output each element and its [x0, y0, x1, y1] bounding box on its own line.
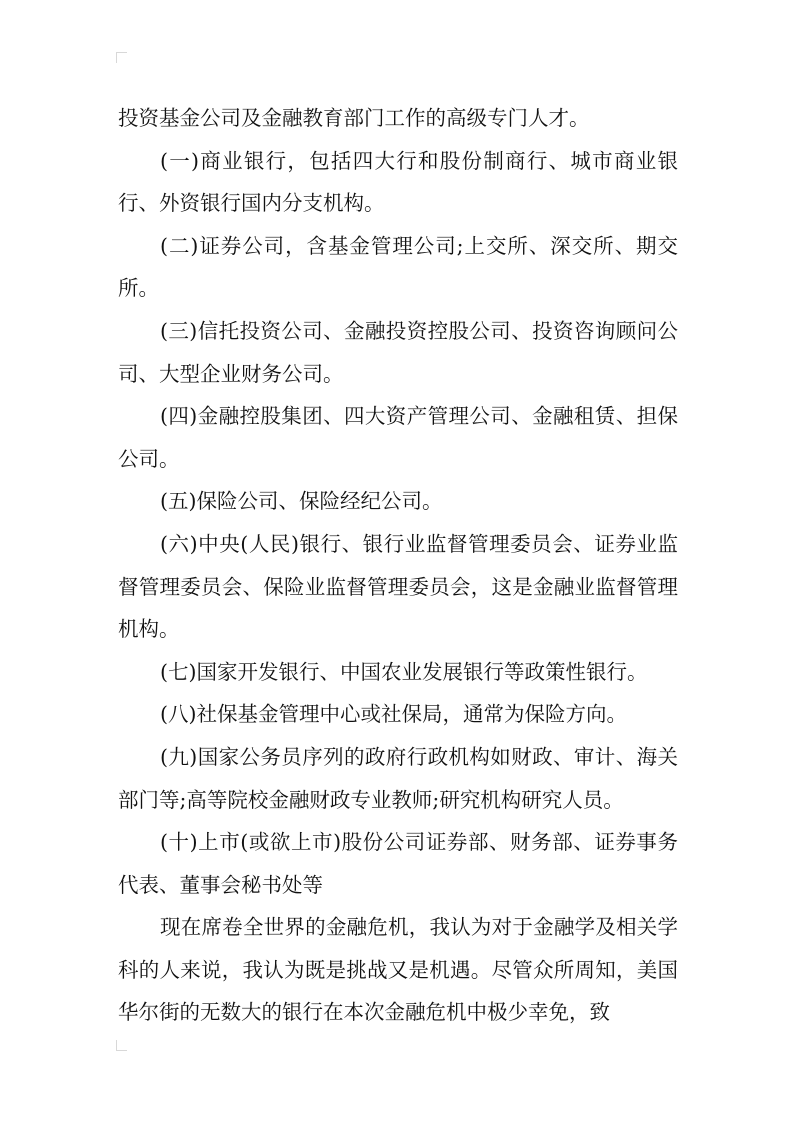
paragraph: (二)证券公司，含基金管理公司;上交所、深交所、期交所。	[118, 233, 678, 301]
paragraph: 现在席卷全世界的金融危机，我认为对于金融学及相关学科的人来说，我认为既是挑战又是机遇。尽管众所周知，美国华尔街的无数大的银行在本次金融危机中极少幸免，致	[118, 915, 678, 1025]
paragraph: 投资基金公司及金融教育部门工作的高级专门人才。	[118, 106, 590, 130]
paragraph: (三)信托投资公司、金融投资控股公司、投资咨询顾问公司、大型企业财务公司。	[118, 318, 678, 386]
paragraph: (七)国家开发银行、中国农业发展银行等政策性银行。	[160, 659, 648, 684]
paragraph: (八)社保基金管理中心或社保局，通常为保险方向。	[160, 702, 627, 727]
paragraph: (六)中央(人民)银行、银行业监督管理委员会、证券业监督管理委员会、保险业监督管理委员会，这是金融业监督管理机构。	[118, 531, 678, 642]
document-body	[118, 97, 678, 1034]
page-corner-mark-bottom	[116, 1040, 127, 1051]
paragraph: (十)上市(或欲上市)股份公司证券部、财务部、证券事务代表、董事会秘书处等	[118, 830, 678, 897]
paragraph: (四)金融控股集团、四大资产管理公司、金融租赁、担保公司。	[118, 404, 678, 471]
page-corner-mark-top	[116, 52, 127, 63]
paragraph: (九)国家公务员序列的政府行政机构如财政、审计、海关部门等;高等院校金融财政专业教师;研究机构研究人员。	[118, 744, 678, 812]
paragraph: (五)保险公司、保险经纪公司。	[160, 489, 443, 514]
paragraph: (一)商业银行，包括四大行和股份制商行、城市商业银行、外资银行国内分支机构。	[118, 148, 678, 216]
